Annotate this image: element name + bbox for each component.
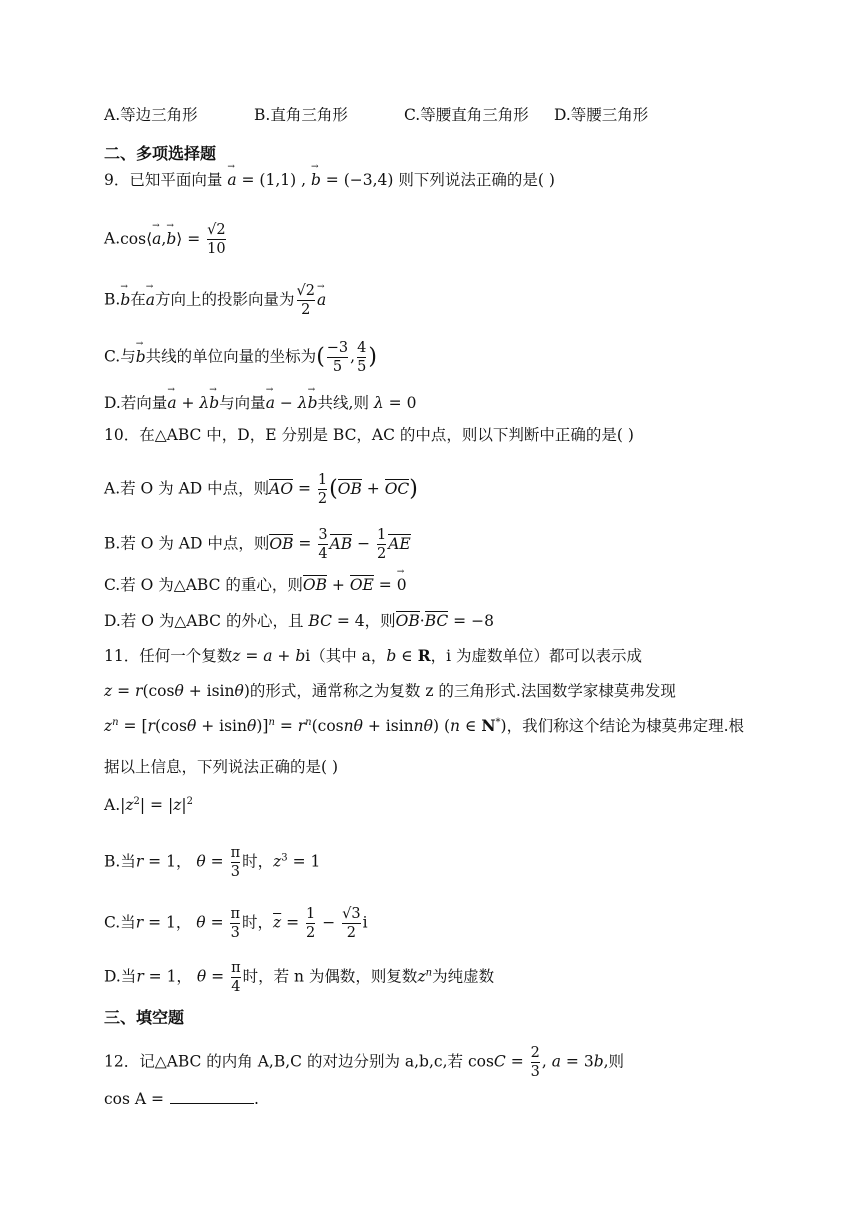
q9-option-d: D.若向量→ a + λ→ b与向量→ a − λ→ b共线,则 λ = 0 xyxy=(104,396,416,412)
q11-option-d-text-2: 时，若 n 为偶数，则复数 xyxy=(242,967,418,986)
q8-option-d: D.等腰三角形 xyxy=(554,106,649,124)
q10-option-a: A.若 O 为 AD 中点，则AO = $\frac{1}{2}$ (OB + OC) xyxy=(104,472,418,507)
q11-option-c-text-2: 时， xyxy=(242,913,274,932)
q8-option-a: A.等边三角形 xyxy=(104,106,198,124)
q10-option-c: C.若 O 为△ABC 的重心，则OB + OE = → 0 xyxy=(104,578,407,594)
q12-answer-blank[interactable] xyxy=(170,1103,254,1104)
q9-option-b-text: 在 xyxy=(130,290,146,309)
section-multi-choice-title: 二、多项选择题 xyxy=(104,144,217,163)
q9-option-b-label: B. xyxy=(104,290,121,309)
q12-text-1: 12．记△ABC 的内角 A,B,C 的对边分别为 a,b,c,若 xyxy=(104,1052,464,1071)
q11-option-d-text-3: 为纯虚数 xyxy=(432,967,495,986)
q11-stem-line2 xyxy=(104,684,676,700)
q9-stem-text: 9．已知平面向量 xyxy=(104,171,223,189)
q11-option-d: D.当r = 1， θ = $\frac{\pi}{4}$ 时，若 n 为偶数，则复数$z^n$为纯虚数 xyxy=(104,960,495,995)
q11-trig-form: z = r(cosθ + isinθ) xyxy=(104,682,250,700)
q9-option-d-text: D.若向量 xyxy=(104,394,168,412)
q9-option-d-text-2: 与向量 xyxy=(219,394,266,412)
q11-option-b-text-2: 时， xyxy=(242,852,274,871)
q8-option-c: C.等腰直角三角形 xyxy=(404,106,529,124)
section-fill-in-title: 三、填空题 xyxy=(104,1008,185,1027)
q11-de-moivre-formula: $z^n = [r(\cos\theta + isin\theta)]^n = r^n(\cos n\theta + isinn\theta)$ (n ∈ N*) xyxy=(104,716,507,736)
q12-stem: 12．记△ABC 的内角 A,B,C 的对边分别为 a,b,c,若 cosC = $\frac{2}{3}$ , a = 3b,则 xyxy=(104,1045,625,1080)
q9-option-b-text-2: 方向上的投影向量为 xyxy=(155,290,295,309)
q11-stem-line4: 据以上信息，下列说法正确的是( ) xyxy=(104,758,339,776)
q11-text-2: （其中 a， xyxy=(310,647,387,665)
q10-option-d-text-2: ，则 xyxy=(364,612,396,630)
q11-text-3: ，i 为虚数单位）都可以表示成 xyxy=(430,647,642,665)
q11-text-4: 的形式，通常称之为复数 z 的三角形式.法国数学家棣莫弗发现 xyxy=(249,682,676,700)
q9-stem xyxy=(104,173,555,189)
q8-options xyxy=(104,108,648,124)
q11-text-1: 11．任何一个复数 xyxy=(104,647,233,665)
q11-stem-line1: 11．任何一个复数z = a + bi（其中 a，b ∈ R，i 为虚数单位）都可以表示成 xyxy=(104,646,642,665)
q11-option-a-label: A. xyxy=(104,796,121,815)
q10-option-b: B.若 O 为 AD 中点，则OB = $\frac{3}{4}$ AB − $\frac{1}{2}$ AE xyxy=(104,527,411,562)
q9-option-a xyxy=(104,222,228,257)
q11-text-5: ，我们称这个结论为棣莫弗定理.根 xyxy=(506,717,745,736)
q11-option-d-text: D.当 xyxy=(104,967,137,986)
q10-stem: 10．在△ABC 中，D，E 分别是 BC，AC 的中点，则以下判断中正确的是( ) xyxy=(104,426,634,444)
q12-answer-line: cos A = . xyxy=(104,1090,259,1108)
q11-stem-line3 xyxy=(104,718,744,735)
q10-option-c-text: C.若 O 为△ABC 的重心，则 xyxy=(104,576,303,594)
q9-formula: → a = (1,1) , → b = (−3,4) xyxy=(222,171,398,189)
q9-option-c-text-2: 共线的单位向量的坐标为 xyxy=(145,347,317,366)
q9-stem-text-2: 则下列说法正确的是( ) xyxy=(398,171,555,189)
q11-option-b: B.当r = 1， θ = $\frac{\pi}{3}$ 时，$z^3 = 1$ xyxy=(104,845,321,880)
q11-option-c-text: C.当 xyxy=(104,913,136,932)
q9-option-b: B.→ b在→ a方向上的投影向量为 $\frac{√2}{2}$ → a xyxy=(104,283,326,318)
q9-option-a-label: A. xyxy=(104,229,121,248)
q8-option-b: B.直角三角形 xyxy=(254,106,348,124)
q11-option-a: $A.|z^2| = |z|^2$ xyxy=(104,796,193,815)
q11-option-b-text: B.当 xyxy=(104,852,136,871)
q11-option-c: C.当r = 1， θ = $\frac{\pi}{3}$ 时，$\overline{z}$ = $\frac{1}{2}$ − $\frac{√3}{2}$ i xyxy=(104,906,368,941)
q12-text-2: ,则 xyxy=(603,1052,625,1071)
q10-option-b-text: B.若 O 为 AD 中点，则 xyxy=(104,534,270,553)
q10-option-a-text: A.若 O 为 AD 中点，则 xyxy=(104,479,270,498)
q9-option-c-text: C.与 xyxy=(104,347,136,366)
q9-option-a-formula: cos⟨→ a,→ b⟩ = $\frac{√2}{10}$ xyxy=(120,230,228,248)
q10-option-d-text: D.若 O 为△ABC 的外心，且 xyxy=(104,612,304,630)
q9-option-c: C.与→ b共线的单位向量的坐标为( $\frac{-3}{5}$ , $\frac{4}{5}$ ) xyxy=(104,340,377,375)
q12-answer-label: cos A = xyxy=(104,1090,165,1108)
q9-option-d-text-3: 共线,则 xyxy=(317,394,369,412)
q10-option-d: D.若 O 为△ABC 的外心，且 BC = 4，则OB·BC = −8 xyxy=(104,612,494,630)
